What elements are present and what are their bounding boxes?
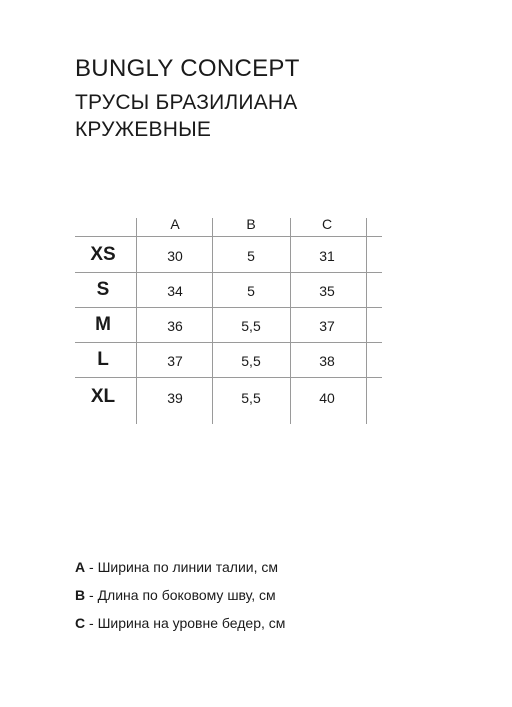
- brand-title: BUNGLY CONCEPT: [75, 55, 300, 82]
- grid-line: [75, 342, 382, 343]
- legend-item-c: [75, 609, 285, 637]
- table-cell: 5,5: [241, 353, 261, 369]
- legend-key: B: [75, 587, 86, 603]
- grid-line: [75, 236, 382, 237]
- grid-line: [75, 377, 382, 378]
- table-cell: 34: [167, 283, 183, 299]
- table-cell: 35: [319, 283, 335, 299]
- table-cell: 36: [167, 318, 183, 334]
- table-cell: 30: [167, 248, 183, 264]
- size-label-s: S: [96, 279, 110, 300]
- product-title-line-1: ТРУСЫ БРАЗИЛИАНА: [75, 91, 298, 114]
- table-cell: 39: [167, 390, 183, 406]
- legend-item-a: [75, 553, 285, 581]
- size-label-m: M: [95, 314, 111, 335]
- table-cell: 31: [319, 248, 335, 264]
- grid-line: [212, 218, 213, 424]
- size-label-l: L: [97, 349, 109, 370]
- legend-text: - Ширина по линии талии, см: [85, 559, 278, 575]
- legend-text: - Длина по боковому шву, см: [85, 587, 276, 603]
- table-cell: 40: [319, 390, 335, 406]
- table-cell: 37: [319, 318, 335, 334]
- table-cell: 5: [247, 248, 255, 264]
- grid-line: [136, 218, 137, 424]
- column-header-a: A: [170, 216, 180, 232]
- table-cell: 5: [247, 283, 255, 299]
- product-title-line-2: КРУЖЕВНЫЕ: [75, 118, 212, 141]
- table-cell: 5,5: [241, 390, 261, 406]
- legend-item-b: [75, 581, 285, 609]
- size-label-xl: XL: [90, 386, 116, 407]
- legend-key: C: [75, 615, 86, 631]
- column-header-c: C: [321, 216, 333, 232]
- product-title: [75, 89, 298, 143]
- legend-text: - Ширина на уровне бедер, см: [85, 615, 286, 631]
- size-table: [72, 215, 382, 425]
- measurement-legend: [75, 553, 285, 637]
- table-cell: 37: [167, 353, 183, 369]
- size-label-xs: XS: [90, 244, 116, 265]
- table-cell: 38: [319, 353, 335, 369]
- legend-key: A: [75, 559, 86, 575]
- grid-line: [75, 272, 382, 273]
- table-cell: 5,5: [241, 318, 261, 334]
- grid-line: [75, 307, 382, 308]
- column-header-b: B: [246, 216, 256, 232]
- grid-line: [366, 218, 367, 424]
